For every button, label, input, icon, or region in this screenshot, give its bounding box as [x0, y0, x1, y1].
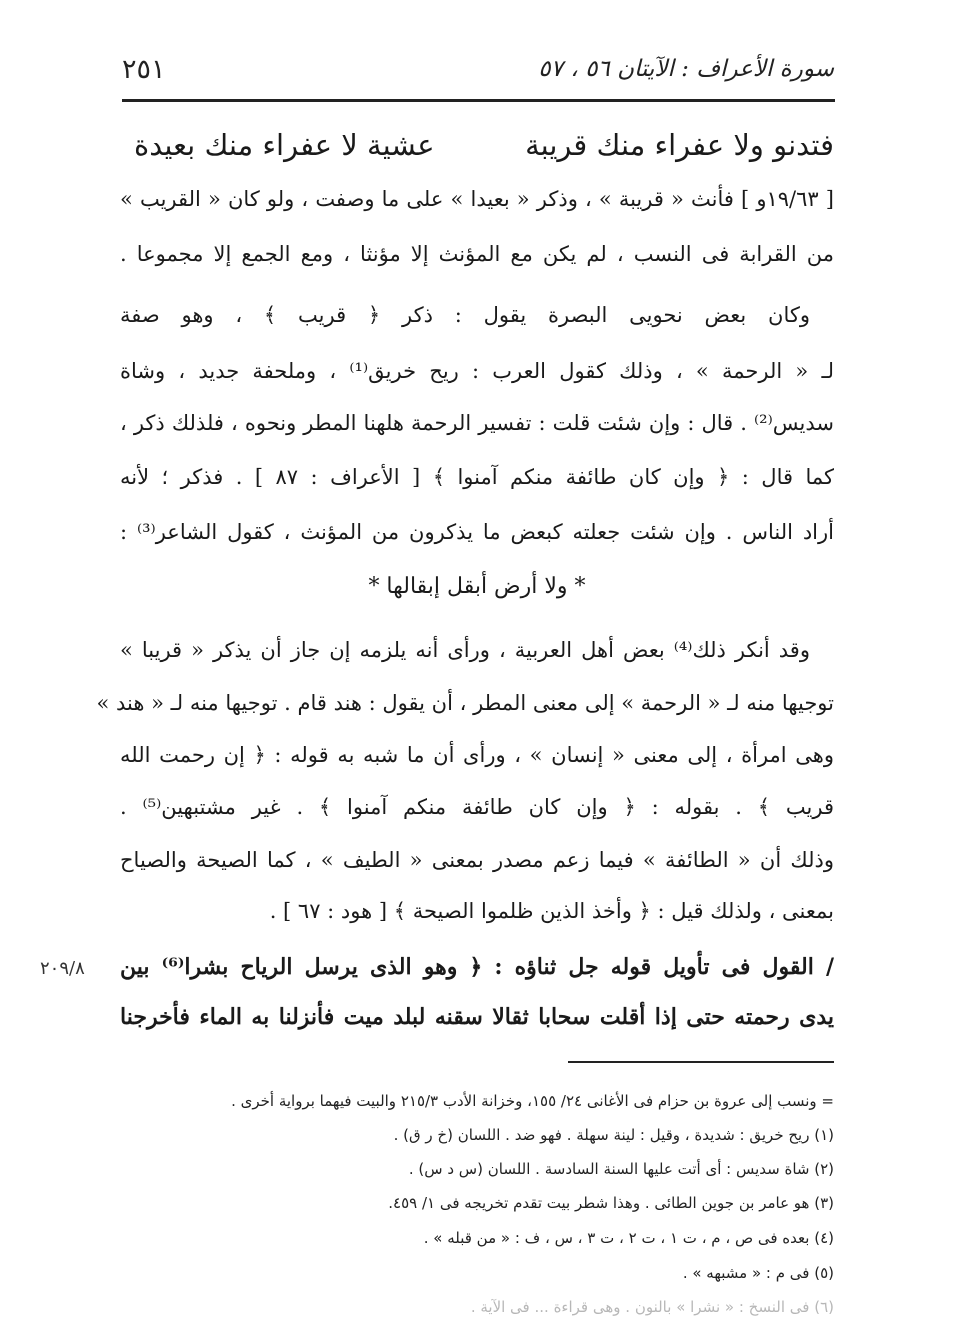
running-header	[122, 50, 834, 96]
section-heading: / القول فى تأويل قوله جل ثناؤه : ﴿ وهو الذى يرسل الرياح بشرا⁽⁶⁾ بين	[120, 954, 834, 980]
running-title: سورة الأعراف : الآيتان ٥٦ ، ٥٧	[538, 56, 834, 82]
footnote: (٢) شاة سديس : أى أتت عليها السنة السادسة . اللسان (س د س) .	[408, 1160, 834, 1178]
footnote: = ونسب إلى عروة بن حزام فى الأغانى ٢٤/ ١٥٥، وخزانة الأدب ٢١٥/٣ والبيت فيهما برواية أخرى .	[231, 1092, 834, 1110]
footnote-rule	[568, 1061, 834, 1063]
body-line: [ ١٩/٦٣و ] فأنث « قريبة » ، وذكر « بعيدا » على ما وصفت ، ولو كان « القريب »	[120, 187, 834, 211]
body-line: بمعنى ، ولذلك قيل : ﴿ وأخذ الذين ظلموا الصيحة ﴾ [ هود : ٦٧ ] .	[269, 899, 834, 923]
footnote: (٣) هو عامر بن جوين الطائى . وهذا شطر بيت تقدم تخريجه فى ١/ ٤٥٩.	[388, 1194, 834, 1212]
footnote: (٥) فى م : « مشبهه » .	[682, 1264, 834, 1282]
poetry-half-line: * ولا أرض أبقل إبقالها *	[368, 574, 586, 599]
body-line: كما قال : ﴿ وإن كان طائفة منكم آمنوا ﴾ [ الأعراف : ٨٧ ] . فذكر ؛ لأنه	[120, 465, 834, 489]
body-line: وهى امرأة ، إلى معنى « إنسان » ، ورأى أن ما شبه به قوله : ﴿ إن رحمت الله	[120, 743, 834, 767]
body-line: أراد الناس . وإن شئت جعلته كبعض ما يذكرون من المؤنث ، كقول الشاعر⁽³⁾ :	[120, 520, 834, 544]
body-line: توجيها منه لـ « الرحمة » إلى معنى المطر ، أن يقول : هند قام . توجيها منه لـ « هند »	[96, 691, 834, 715]
margin-reference: ٢٠٩/٨	[40, 958, 85, 979]
footnote: (١) ريح خريق : شديدة ، وقيل : لينة سهلة . فهو ضد . اللسان (خ ر ق) .	[393, 1126, 834, 1144]
body-line: وذلك أن « الطائفة » فيما زعم مصدر بمعنى « الطيف » ، كما الصيحة والصياح	[120, 848, 834, 872]
page-number: ٢٥١	[122, 54, 166, 85]
body-line: وكان بعض نحويى البصرة يقول : ذكر ﴿ قريب ﴾ ، وهو صفة	[120, 303, 810, 327]
section-line: يدى رحمته حتى إذا أقلت سحابا ثقالا سقنه لبلد ميت فأنزلنا به الماء فأخرجنا	[120, 1004, 834, 1030]
footnote: (٦) فى النسخ : « نشرا » بالنون . وهى قراءة ... فى الآية .	[470, 1298, 834, 1316]
poetry-verse	[122, 128, 834, 178]
body-line: قريب ﴾ . بقوله : ﴿ وإن كان طائفة منكم آمنوا ﴾ . غير مشتبهين⁽⁵⁾ .	[120, 795, 834, 819]
body-line: لـ « الرحمة » ، وذلك كقول العرب : ريح خريق⁽¹⁾ ، وملحفة جديد ، وشاة	[120, 359, 834, 383]
body-line: سديس⁽²⁾ . قال : وإن شئت قلت : تفسير الرحمة هلهنا المطر ونحوه ، فلذلك ذكر ،	[120, 411, 834, 435]
body-line: وقد أنكر ذلك⁽⁴⁾ بعض أهل العربية ، ورأى أنه يلزمه إن جاز أن يذكر « قريبا »	[120, 638, 810, 662]
header-rule	[122, 99, 835, 102]
footnote: (٤) بعده فى ص ، م ، ت ١ ، ت ٢ ، ت ٣ ، س ، ف : « من قبله » .	[423, 1229, 834, 1247]
body-line: من القرابة فى النسب ، لم يكن مع المؤنث إلا مؤنثا ، ومع الجمع إلا مجموعا .	[120, 242, 834, 266]
verse-hemistich-second: عشية لا عفراء منك بعيدة	[134, 128, 435, 162]
verse-hemistich-first: فتدنو ولا عفراء منك قريبة	[525, 128, 834, 162]
